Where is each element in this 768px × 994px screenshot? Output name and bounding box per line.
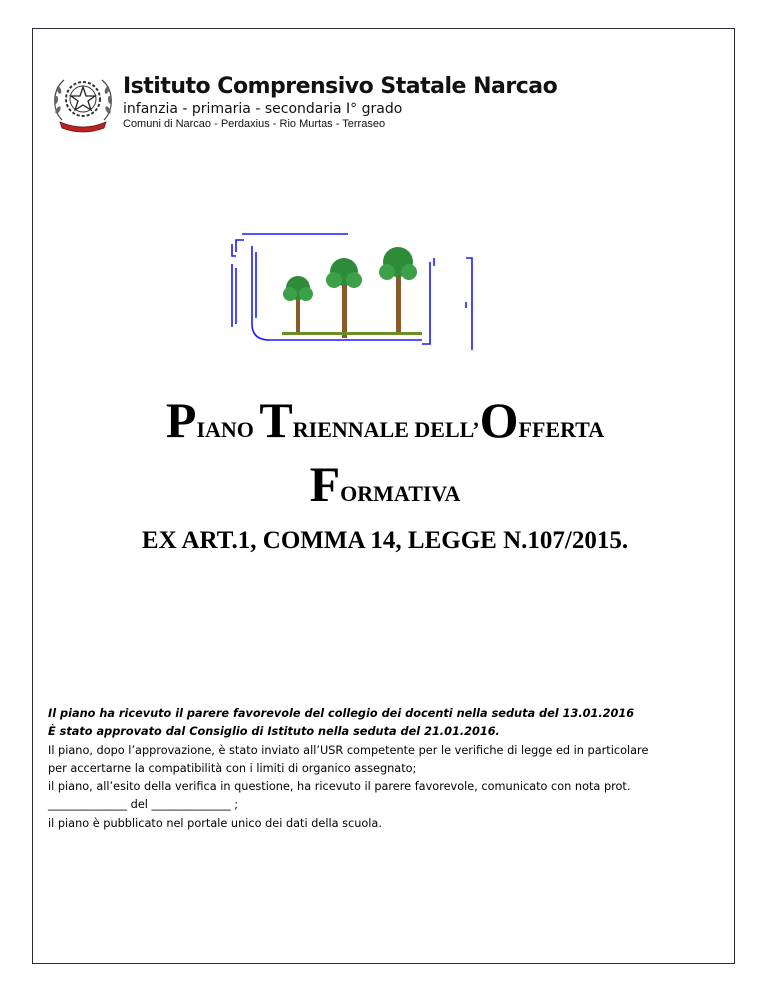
document-subtitle: EX ART.1, COMMA 14, LEGGE N.107/2015. <box>141 527 629 554</box>
school-name: Istituto Comprensivo Statale Narcao <box>123 74 558 99</box>
school-towns: Comuni di Narcao - Perdaxius - Rio Murtas - Terraseo <box>123 118 386 130</box>
note-line: È stato approvato dal Consiglio di Istituto nella seduta del 21.01.2016. <box>48 725 500 739</box>
note-line: per accertarne la compatibilità con i limiti di organico assegnato; <box>48 761 417 775</box>
school-logo-trees-icon <box>226 232 476 350</box>
note-line: il piano è pubblicato nel portale unico dei dati della scuola. <box>48 816 382 830</box>
republic-emblem-icon <box>50 70 116 134</box>
title-cap: O <box>479 392 519 448</box>
school-header <box>50 70 650 140</box>
title-rest: ORMATIVA <box>340 481 461 506</box>
title-rest: FFERTA <box>518 417 605 442</box>
school-levels: infanzia - primaria - secondaria I° grado <box>123 101 403 117</box>
title-line-2 <box>40 456 730 519</box>
note-line: il piano, all’esito della verifica in questione, ha ricevuto il parere favorevole, comunicato con nota prot. <box>48 780 631 794</box>
approval-notes <box>48 705 720 833</box>
title-cap: F <box>309 456 341 512</box>
title-cap: P <box>165 392 197 448</box>
note-line: Il piano ha ricevuto il parere favorevole del collegio dei docenti nella seduta del 13.01.2016 <box>48 707 635 720</box>
note-line: ______________ del ______________ ; <box>48 798 238 812</box>
title-rest: IANO <box>196 417 260 442</box>
title-cap: T <box>259 392 293 448</box>
document-title <box>40 392 730 519</box>
title-line-1 <box>40 392 730 459</box>
note-line: Il piano, dopo l’approvazione, è stato inviato all’USR competente per le verifiche di legge ed in particolare <box>48 743 649 757</box>
title-rest: RIENNALE DELL’ <box>292 417 480 442</box>
